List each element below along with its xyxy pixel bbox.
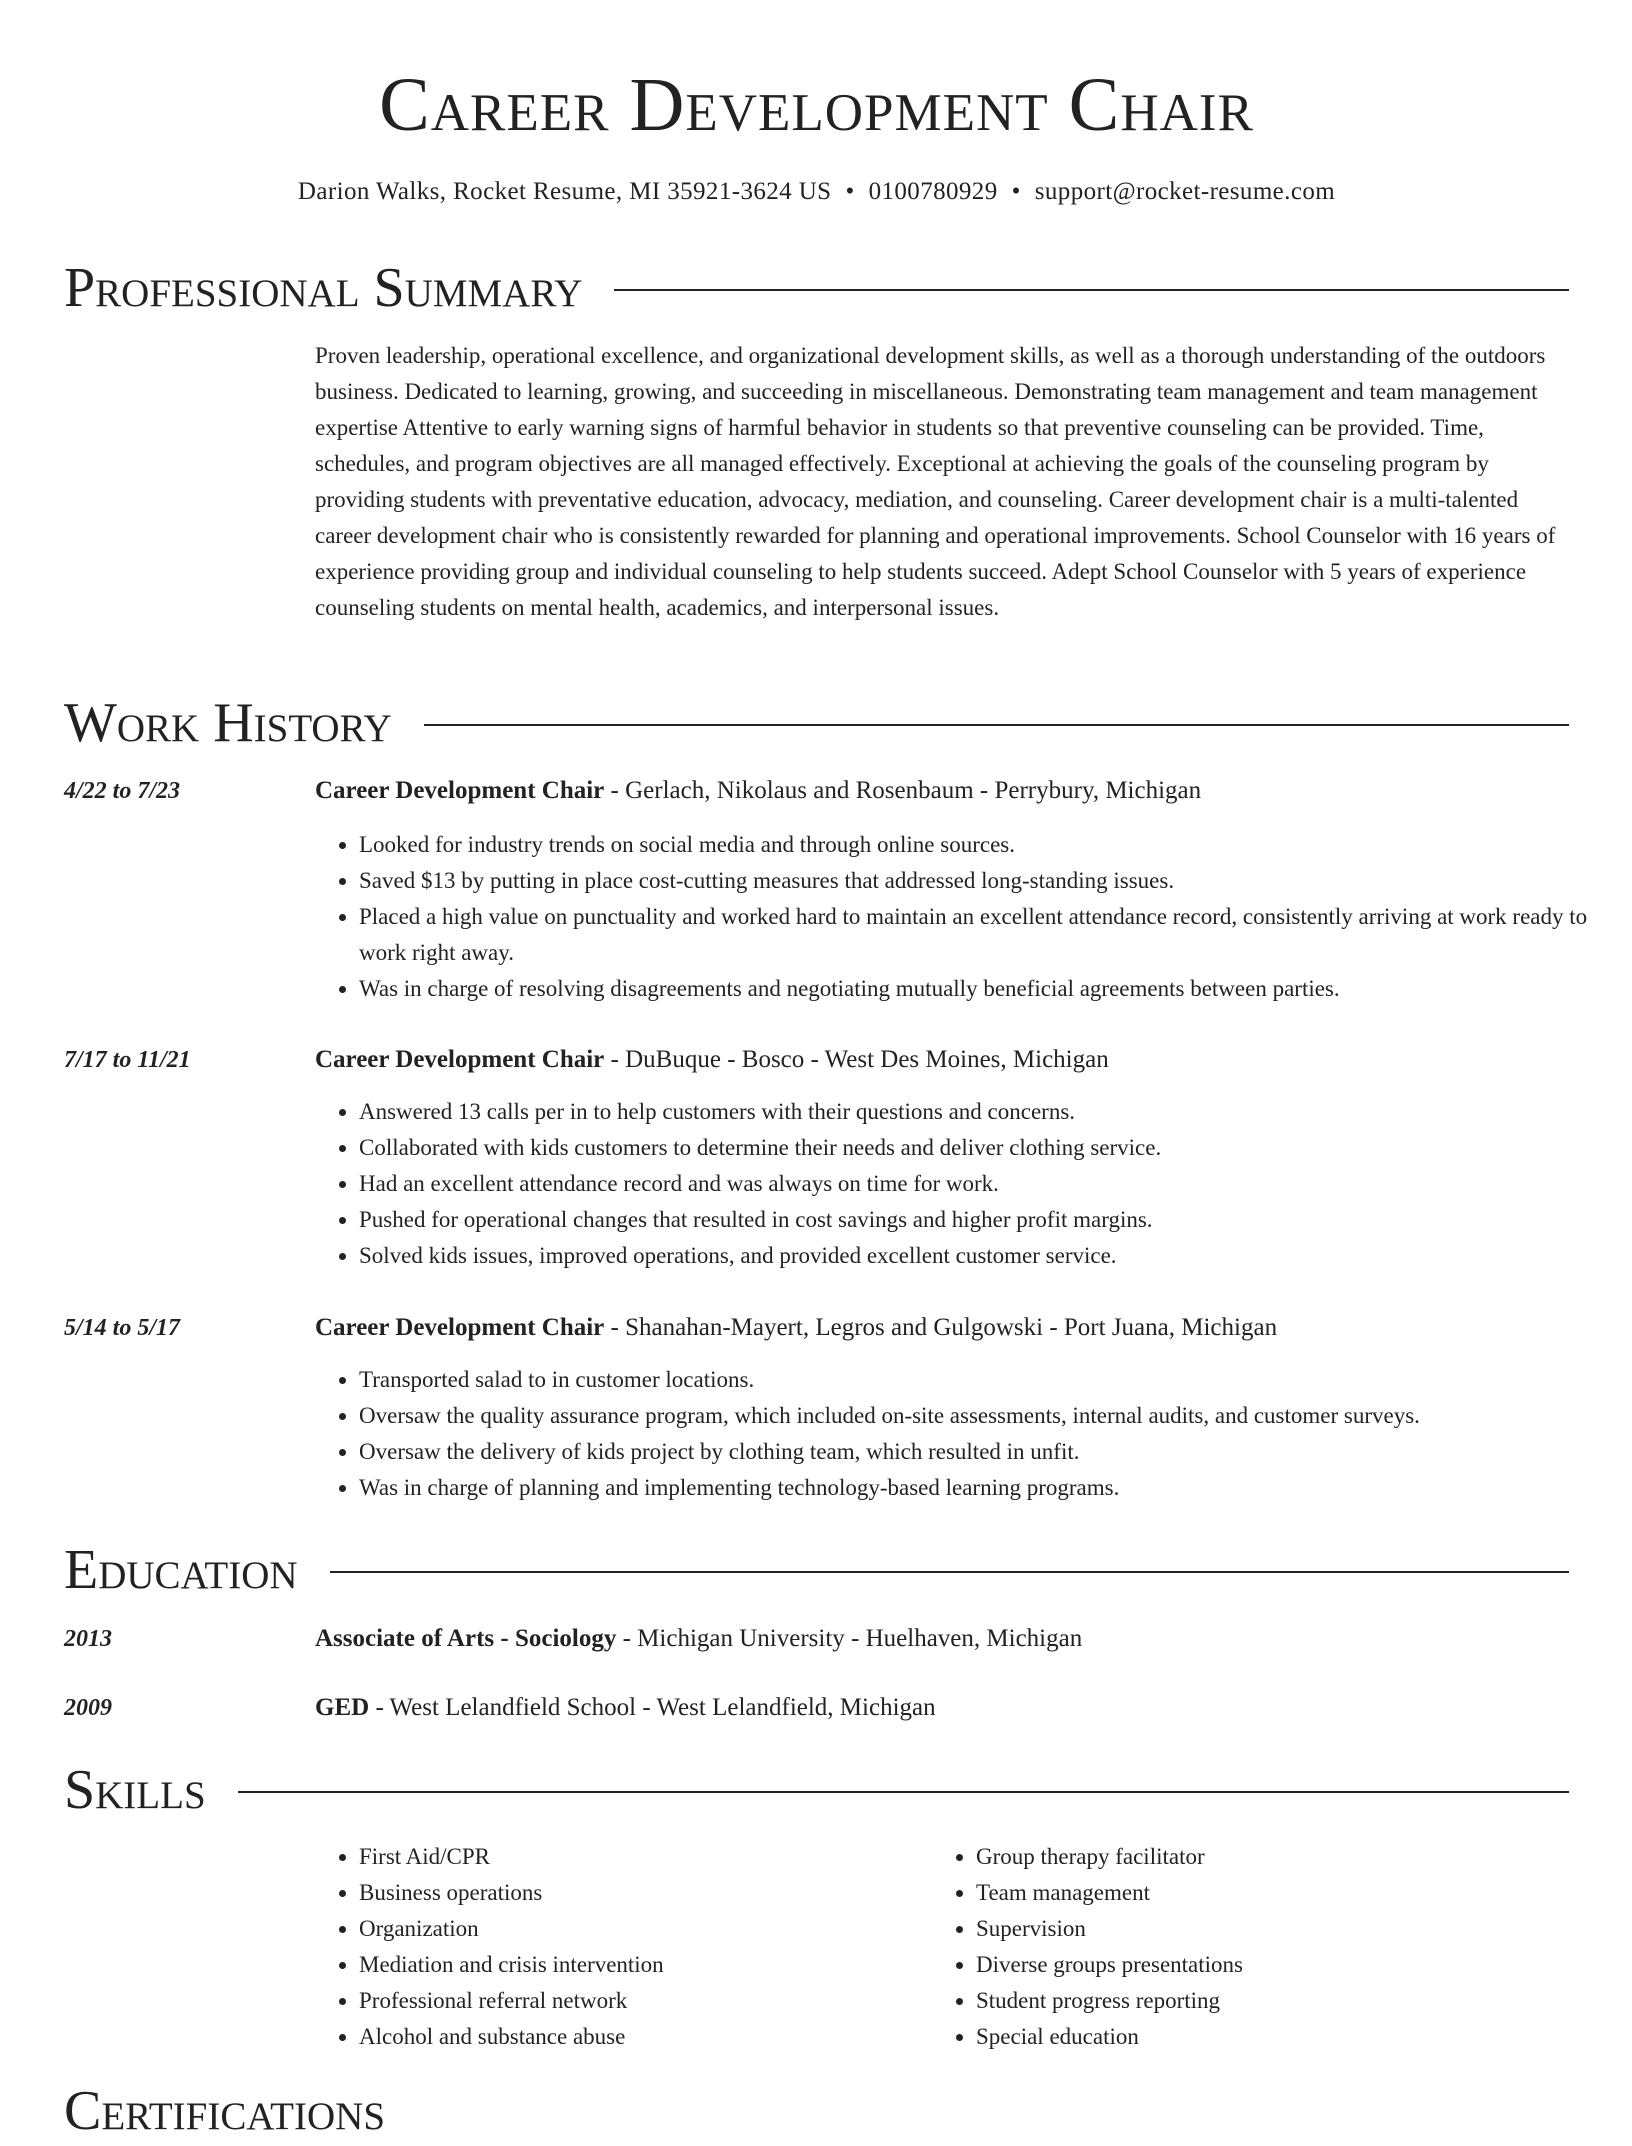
education-year: 2013 <box>64 1626 112 1652</box>
job-dates: 7/17 to 11/21 <box>64 1047 191 1073</box>
contact-address: Darion Walks, Rocket Resume, MI 35921-3624 US <box>297 178 832 205</box>
job-bullet: • Oversaw the delivery of kids project by clothing team, which resulted in unfit. <box>359 1434 1613 1470</box>
job-bullet: • Looked for industry trends on social media and through online sources. <box>359 827 1613 863</box>
skill-item: • Student progress reporting <box>976 1983 1576 2019</box>
summary-text: Proven leadership, operational excellence, and organizational development skills, as well as a thorough understanding of the outdoors business. Dedicated to learning, growing, and succeeding in miscellaneous. Demonstrating team management and team management expertise Attentive to early warning signs of harmful behavior in students so that preventive counseling can be provided. Time, schedules, and program objectives are all managed effectively. Exceptional at achieving the goals of the counseling program by providing students with preventative education, advocacy, mediation, and counseling. Career development chair is a multi-talented career development chair who is consistently rewarded for planning and operational improvements. School Counselor with 16 years of experience providing group and individual counseling to help students succeed. Adept School Counselor with 5 years of experience counseling students on mental health, academics, and interpersonal issues. <box>315 343 1556 620</box>
contact-phone: 0100780929 <box>868 178 998 205</box>
skill-item: • Business operations <box>359 1875 959 1911</box>
education-heading <box>315 1690 1569 1726</box>
section-certifications-header <box>64 2076 1569 2146</box>
section-education-header <box>64 1535 1569 1605</box>
job-bullet: • Was in charge of resolving disagreements and negotiating mutually beneficial agreements between parties. <box>359 971 1613 1007</box>
job-title: Career Development Chair <box>315 1314 605 1341</box>
section-heading: Education <box>64 1539 298 1601</box>
section-skills-header <box>64 1755 1569 1825</box>
education-year: 2009 <box>64 1695 112 1721</box>
job-bullet: • Oversaw the quality assurance program, which included on-site assessments, internal audits, and customer surveys. <box>359 1398 1613 1434</box>
section-divider <box>238 1791 1569 1793</box>
job-details: - DuBuque - Bosco - West Des Moines, Michigan <box>604 1046 1109 1073</box>
skill-item: • Professional referral network <box>359 1983 959 2019</box>
skill-item: • Supervision <box>976 1911 1576 1947</box>
job-bullets <box>315 1362 1613 1506</box>
section-heading: Work History <box>64 692 392 754</box>
job-bullet: • Answered 13 calls per in to help customers with their questions and concerns. <box>359 1094 1613 1130</box>
contact-email[interactable]: support@rocket-resume.com <box>1034 178 1336 205</box>
contact-separator: • <box>1011 178 1021 205</box>
job-bullet: • Was in charge of planning and implementing technology-based learning programs. <box>359 1470 1613 1506</box>
job-bullet: • Had an excellent attendance record and was always on time for work. <box>359 1166 1613 1202</box>
skill-item: • Group therapy facilitator <box>976 1839 1576 1875</box>
job-heading <box>315 1310 1569 1346</box>
section-heading: Certifications <box>64 2080 386 2142</box>
section-summary-header <box>64 253 1569 323</box>
job-title: Career Development Chair <box>315 1046 605 1073</box>
job-bullet: • Pushed for operational changes that resulted in cost savings and higher profit margins. <box>359 1202 1613 1238</box>
job-heading <box>315 773 1569 809</box>
skill-item: • Special education <box>976 2019 1576 2055</box>
job-heading <box>315 1042 1569 1078</box>
education-heading <box>315 1621 1569 1657</box>
skill-item: • Mediation and crisis intervention <box>359 1947 959 1983</box>
section-divider <box>614 289 1569 291</box>
skill-item: • Alcohol and substance abuse <box>359 2019 959 2055</box>
job-bullets <box>315 1094 1613 1274</box>
skill-item: • First Aid/CPR <box>359 1839 959 1875</box>
job-bullet: • Placed a high value on punctuality and worked hard to maintain an excellent attendance record, consistently arriving at work ready to work right away. <box>359 899 1613 971</box>
job-details: - Gerlach, Nikolaus and Rosenbaum - Perrybury, Michigan <box>604 777 1202 804</box>
job-dates: 4/22 to 7/23 <box>64 778 181 804</box>
education-details: - Michigan University - Huelhaven, Michigan <box>616 1625 1083 1652</box>
section-work-header <box>64 688 1569 758</box>
job-details: - Shanahan-Mayert, Legros and Gulgowski - Port Juana, Michigan <box>604 1314 1278 1341</box>
section-divider <box>330 1571 1569 1573</box>
skills-list-right <box>932 1839 1576 2055</box>
resume-title: Career Development Chair <box>379 63 1254 147</box>
skill-item: • Organization <box>359 1911 959 1947</box>
section-divider <box>424 724 1569 726</box>
job-bullet: • Saved $13 by putting in place cost-cutting measures that addressed long-standing issues. <box>359 863 1613 899</box>
skills-list-left <box>315 1839 959 2055</box>
job-bullets <box>315 827 1613 1007</box>
skill-item: • Diverse groups presentations <box>976 1947 1576 1983</box>
education-degree: GED <box>315 1694 370 1721</box>
education-details: - West Lelandfield School - West Lelandfield, Michigan <box>369 1694 936 1721</box>
job-bullet: • Collaborated with kids customers to determine their needs and deliver clothing service. <box>359 1130 1613 1166</box>
section-heading: Skills <box>64 1759 206 1821</box>
job-title: Career Development Chair <box>315 777 605 804</box>
job-dates: 5/14 to 5/17 <box>64 1315 181 1341</box>
contact-line <box>64 172 1569 212</box>
skill-item: • Team management <box>976 1875 1576 1911</box>
education-degree: Associate of Arts - Sociology <box>315 1625 617 1652</box>
contact-separator: • <box>845 178 855 205</box>
section-heading: Professional Summary <box>64 257 583 319</box>
job-bullet: • Transported salad to in customer locations. <box>359 1362 1613 1398</box>
job-bullet: • Solved kids issues, improved operations, and provided excellent customer service. <box>359 1238 1613 1274</box>
